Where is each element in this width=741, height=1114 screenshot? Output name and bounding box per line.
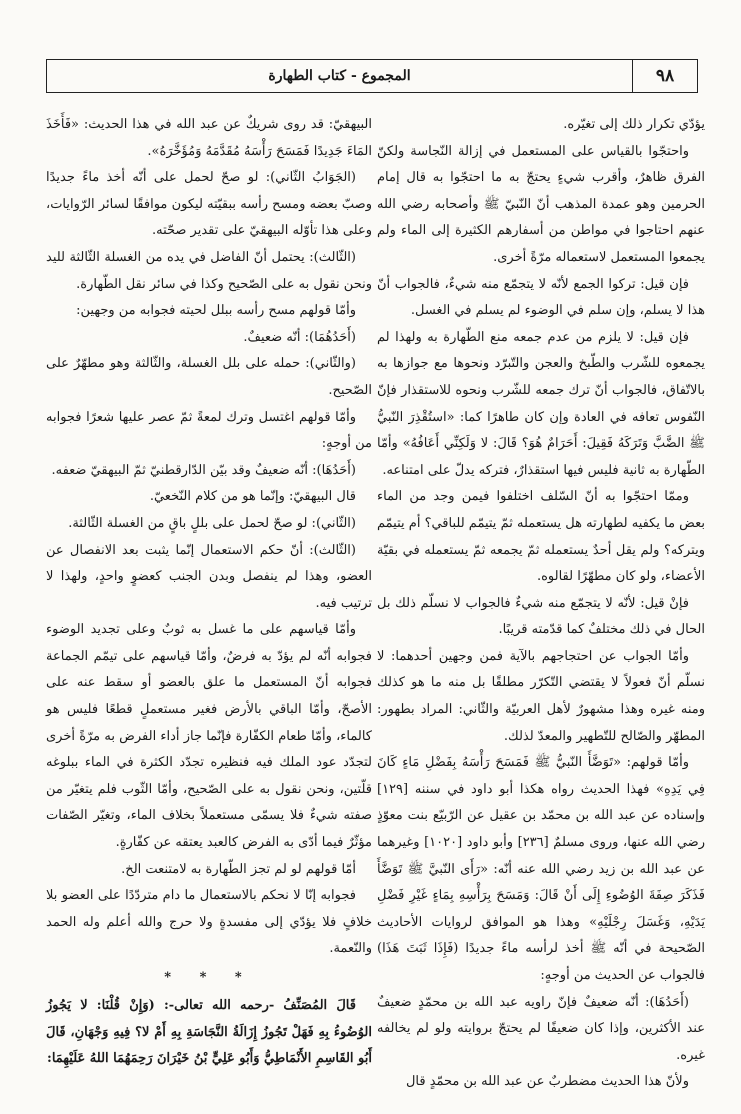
- paragraph: (الثّالث): أنّ حكم الاستعمال إنّما يثبت بعد الانفصال عن العضو، وهذا لم ينفصل وبدن الجنب كعضوٍ واحدٍ، ولهذا لا ترتيب فيه.: [46, 542, 372, 611]
- paragraph: وممّا احتجّوا به أنّ السّلف اختلفوا فيمن وجد من الماء بعض ما يكفيه لطهارته هل يستعمله ثمّ يتيمّم للباقي؟ أم يتيمّم ويتركه؟ ولم يقل أحدٌ يستعمله ثمّ يجمعه ثمّ يستعمله في بقيّة الأعضاء، ولو كان مطهّرًا لقالوه.: [377, 489, 705, 585]
- paragraph: (الثّالث): يحتمل أنّ الفاضل في يده من الغسلة الثّالثة لليد ونحن نقول به على الصّحيح وكذا في سائر نقل الطّهارة.: [46, 249, 372, 292]
- paragraph: فجوابه إنّا لا نحكم بالاستعمال ما دام متردّدًا على العضو بلا خلافٍ فلا يؤدّي إلى مفسدةٍ ولا حرج والله أعلم وله الحمد والنّعمة.: [46, 888, 372, 957]
- page-header: [46, 59, 698, 93]
- paragraph: وأمّا قولهم اغتسل وترك لمعةً ثمّ عصر عليها شعرًا فجوابه من أوجهٍ:: [46, 409, 372, 452]
- paragraph: (أَحَدُهَا): أنّه ضعيفٌ فإنّ راويه عبد الله بن محمّدٍ ضعيفٌ عند الأكثرين، وإذا كان ضعيفًا لم يحتجّ بروايته ولو لم يخالفه غيره.: [377, 994, 705, 1063]
- right-column: [377, 112, 705, 1096]
- paragraph: (أَحَدُهَا): أنّه ضعيفٌ وقد بيّن الدّارقطنيّ ثمّ البيهقيّ ضعفه.: [51, 462, 356, 478]
- left-column: [46, 112, 372, 1073]
- paragraph: (أَحَدُهُمَا): أنّه ضعيفٌ.: [243, 329, 356, 345]
- paragraph: قَالَ المُصَنِّفُ -رحمه الله تعالى-: (وَإِنْ قُلْنَا: لا يَجُوزُ الوُضُوءُ بِهِ فَهَلْ تَجُوزُ إِزَالَةُ النَّجَاسَةِ بِهِ أَمْ لا؟ فِيهِ وَجْهَانِ، قَالَ أَبُو القَاسِمِ الأَنْمَاطِيُّ وَأَبُو عَلِيٍّ بْنُ خَيْرَانَ رَحِمَهُمَا اللهُ عَلَيْهِمَا:: [46, 998, 372, 1067]
- paragraph: (الثّاني): لو صحّ لحمل على بللٍ باقٍ من الغسلة الثّالثة.: [68, 515, 356, 531]
- paragraph: (والثّاني): حمله على بلل الغسلة، والثّالثة وهو مطهّرٌ على الصّحيح.: [46, 356, 372, 398]
- paragraph: فإنْ قيل: لأنّه لا يتجمّع منه شيءٌ فالجواب لا نسلّم ذلك بل الحال في ذلك مختلفٌ كما قدّمته قريبًا.: [377, 595, 705, 638]
- paragraph: فإن قيل: لا يلزم من عدم جمعه منع الطّهارة به ولهذا لم يجمعوه للشّرب والطّبخ والعجن والتّبرّد ونحوها مع جوازها به بالاتّفاق، فالجواب أنّ ترك جمعه للشّرب ونحوه للاستقذار فإنّ النّفوس تعافه في العادة وإن كان طاهرًا كما: «استُقْذِرَ النّبيُّ ﷺ الضَّبَّ وَتَرَكَهُ فَقِيلَ: أَحَرَامٌ هُوَ؟ قَالَ: لا وَلَكِنِّي أَعَافُهُ» وأمّا الطّهارة به ثانية فليس فيها استقذارٌ، فتركه يدلّ على امتناعه.: [377, 329, 705, 478]
- section-separator: * * *: [164, 970, 254, 985]
- paragraph: يؤدّي تكرار ذلك إلى تغيّره.: [563, 117, 705, 132]
- paragraph: (الجَوَابُ الثّاني): لو صحّ لحمل على أنّه أخذ ماءً جديدًا وصبّ بعضه ومسح رأسه ببقيّته ليكون موافقًا لسائر الرّوايات، وعلى هذا تأوّله البيهقيّ على تقدير صحّته.: [46, 170, 372, 239]
- paragraph: وأمّا قولهم مسح رأسه ببلل لحيته فجوابه من وجهين:: [76, 303, 356, 319]
- paragraph: البيهقيّ: قد روى شريكٌ عن عبد الله في هذا الحديث: «فَأَخَذَ المَاءَ جَدِيدًا فَمَسَحَ رَأْسَهُ مُقَدَّمَهُ وَمُؤَخَّرَهُ».: [46, 117, 372, 159]
- paragraph: أمّا قولهم لو لم تجز الطّهارة به لامتنعت الخ.: [121, 861, 356, 877]
- paragraph: فإن قيل: تركوا الجمع لأنّه لا يتجمّع منه شيءٌ، فالجواب أنّ هذا لا يسلم، وإن سلم في الوضوء لم يسلم في الغسل.: [377, 276, 705, 319]
- paragraph: قال البيهقيّ: وإنّما هو من كلام النّخعيّ.: [149, 489, 356, 505]
- running-title: المجموع - كتاب الطهارة: [268, 68, 411, 84]
- paragraph: واحتجّوا بالقياس على المستعمل في إزالة النّجاسة ولكنّ الفرق ظاهرٌ، وأقرب شيءٍ يحتجّ به ما احتجّوا به قال إمام الحرمين وهو عمدة المذهب أنّ النّبيّ ﷺ وأصحابه رضي الله عنهم احتاجوا في مواطن من أسفارهم الكثيرة إلى الماء ولم يجمعوا المستعمل لاستعماله مرّةً أخرى.: [377, 143, 705, 265]
- paragraph: ولأنّ هذا الحديث مضطربٌ عن عبد الله بن محمّدٍ قال: [405, 1074, 689, 1090]
- paragraph: وأمّا قياسهم على ما غسل به ثوبٌ وعلى تجديد الوضوء فجوابه أنّه لم يؤدّ به فرضٌ، وأمّا قياسهم على تيمّم الجماعة فجوابه أنّ المستعمل ما علق بالعضو أو سقط عنه على الأصحّ، وأمّا الباقي بالأرض فغير مستعملٍ قطعًا فليس هو كالماء، وأمّا طعام الكفّارة فإنّما جاز أداء الفرض به مرّةً أخرى لتجدّد عود الملك فيه فنظيره تجدّد الكثرة في الماء ببلوغه قلّتين، ونحن نقول به على الصّحيح، وأمّا الثّوب فلم يتغيّر من صفته شيءٌ فلا يسمّى مستعملاً بخلاف الماء، وتغيّر الصّفات مؤثّرٌ فيما أدّى به الفرض كالعبد يعتقه عن كفّارةٍ.: [46, 622, 372, 851]
- page-number: ٩٨: [632, 60, 697, 92]
- paragraph: وأمّا قولهم: «تَوَضَّأَ النّبيُّ ﷺ فَمَسَحَ رَأْسَهُ بِفَضْلِ مَاءٍ كَانَ فِي يَدِهِ» فهذا الحديث رواه هكذا أبو داود في سننه [١٢٩] وإسناده عن عبد الله بن محمّد بن عقيل عن الرّبيّع بنت معوّذٍ رضي الله عنها، وروى مسلمٌ [٢٣٦] وأبو داود [١٠٢٠] وغيرهما عن عبد الله بن زيد رضي الله عنه أنّه: «رَأَى النّبيَّ ﷺ تَوَضَّأَ فَذَكَرَ صِفَةَ الوُضُوءِ إِلَى أَنْ قَالَ: وَمَسَحَ بِرَأْسِهِ بِمَاءٍ غَيْرِ فَضْلِ يَدَيْهِ، وَغَسَلَ رِجْلَيْهِ» وهذا هو الموافق لروايات الأحاديث الصّحيحة في أنّه ﷺ أخذ لرأسه ماءً جديدًا (فَإِذَا ثَبَتَ هَذَا) فالجواب عن الحديث من أوجهٍ:: [377, 755, 705, 983]
- paragraph: وأمّا الجواب عن احتجاجهم بالآية فمن وجهين أحدهما: لا نسلّم أنّ فعولاً لا يقتضي التّكرّر مطلقًا بل منه ما هو كذلك ومنه غيره وهذا مشهورٌ لأهل العربيّة والثّاني: المراد بطهور: المطهّر والصّالح للتّطهير والمعدّ لذلك.: [377, 648, 705, 744]
